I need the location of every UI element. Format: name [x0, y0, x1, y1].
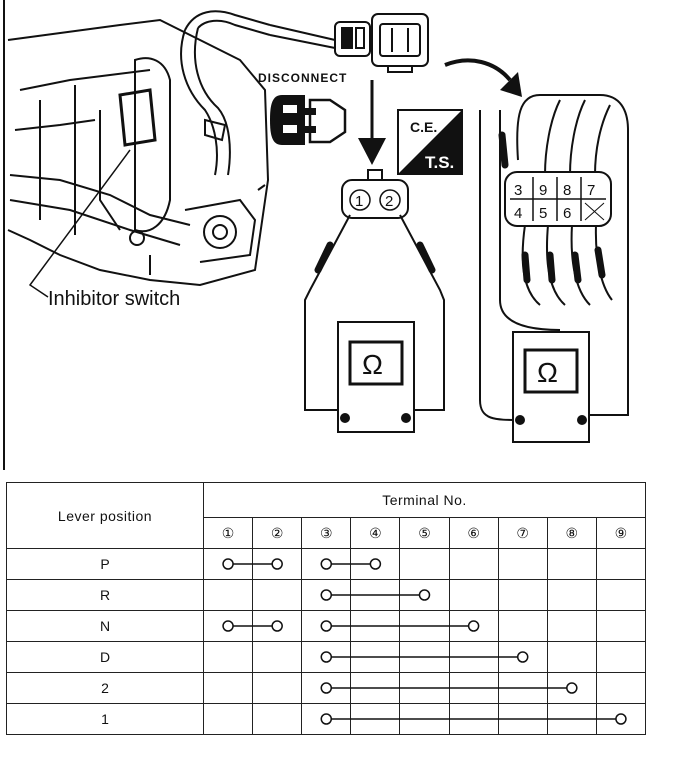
ohm-icon: Ω	[537, 357, 558, 388]
right-connector	[505, 172, 611, 226]
terminal-cell	[351, 580, 400, 611]
terminal-cell	[449, 549, 498, 580]
lever-position-cell: 2	[7, 673, 204, 704]
terminal-cell	[547, 704, 596, 735]
table-row	[7, 549, 646, 580]
terminal-cell	[547, 673, 596, 704]
svg-text:3: 3	[514, 182, 523, 199]
terminal-header-7: ⑦	[498, 518, 547, 549]
terminal-cell	[351, 611, 400, 642]
terminal-cell	[400, 642, 449, 673]
terminal-cell	[351, 549, 400, 580]
terminal-cell	[596, 642, 645, 673]
terminal-cell	[302, 673, 351, 704]
harness-connector	[335, 14, 428, 72]
curved-arrow-icon	[445, 60, 522, 97]
disconnect-icon	[270, 95, 345, 145]
svg-text:2: 2	[385, 193, 394, 210]
ce-ts-badge	[398, 110, 462, 174]
transmission-sketch	[8, 11, 270, 285]
terminal-cell	[400, 580, 449, 611]
terminal-cell	[302, 704, 351, 735]
lever-position-cell: 1	[7, 704, 204, 735]
terminal-cell	[547, 549, 596, 580]
table-row	[7, 580, 646, 611]
terminal-cell	[449, 642, 498, 673]
terminal-cell	[400, 549, 449, 580]
terminal-header-1: ①	[204, 518, 253, 549]
svg-text:1: 1	[355, 193, 364, 210]
terminal-cell	[596, 611, 645, 642]
terminal-cell	[253, 549, 302, 580]
terminal-cell	[253, 611, 302, 642]
terminal-cell	[596, 673, 645, 704]
lever-position-cell: N	[7, 611, 204, 642]
terminal-cell	[204, 642, 253, 673]
terminal-cell	[596, 549, 645, 580]
svg-text:6: 6	[563, 205, 572, 222]
terminal-cell	[204, 704, 253, 735]
terminal-header-4: ④	[351, 518, 400, 549]
terminal-cell	[253, 704, 302, 735]
terminal-cell	[596, 580, 645, 611]
terminal-cell	[449, 580, 498, 611]
terminal-cell	[547, 642, 596, 673]
left-connector	[342, 170, 408, 218]
terminal-cell	[204, 580, 253, 611]
terminal-cell	[547, 611, 596, 642]
terminal-cell	[302, 611, 351, 642]
terminal-cell	[253, 642, 302, 673]
continuity-table	[6, 482, 646, 735]
terminal-cell	[498, 549, 547, 580]
table-row	[7, 673, 646, 704]
disconnect-label: DISCONNECT	[258, 71, 348, 85]
terminal-cell	[351, 673, 400, 704]
terminal-cell	[498, 704, 547, 735]
svg-text:C.E.: C.E.	[410, 119, 438, 135]
terminal-cell	[449, 704, 498, 735]
terminal-cell	[204, 549, 253, 580]
terminal-header-6: ⑥	[449, 518, 498, 549]
arrow-down-icon	[358, 80, 386, 165]
terminal-cell	[449, 673, 498, 704]
terminal-header-2: ②	[253, 518, 302, 549]
terminal-cell	[302, 642, 351, 673]
terminal-cell	[351, 642, 400, 673]
svg-text:8: 8	[563, 182, 572, 199]
terminal-cell	[498, 611, 547, 642]
terminal-cell	[204, 611, 253, 642]
terminal-cell	[547, 580, 596, 611]
terminal-no-header: Terminal No.	[204, 483, 646, 518]
terminal-cell	[253, 673, 302, 704]
lever-position-header: Lever position	[7, 483, 204, 549]
terminal-cell	[498, 673, 547, 704]
svg-text:7: 7	[587, 182, 596, 199]
terminal-cell	[302, 549, 351, 580]
terminal-cell	[302, 580, 351, 611]
table-row	[7, 642, 646, 673]
terminal-header-9: ⑨	[596, 518, 645, 549]
terminal-cell	[596, 704, 645, 735]
terminal-header-5: ⑤	[400, 518, 449, 549]
inhibitor-switch-label: Inhibitor switch	[48, 288, 181, 310]
lever-position-cell: R	[7, 580, 204, 611]
terminal-cell	[351, 704, 400, 735]
lever-position-cell: P	[7, 549, 204, 580]
table-body	[7, 549, 646, 735]
table-row	[7, 704, 646, 735]
terminal-header-3: ③	[302, 518, 351, 549]
table-row	[7, 611, 646, 642]
terminal-cell	[400, 704, 449, 735]
terminal-cell	[253, 580, 302, 611]
svg-text:5: 5	[539, 205, 548, 222]
terminal-cell	[449, 611, 498, 642]
ohmmeter-left	[338, 322, 414, 432]
terminal-cell	[204, 673, 253, 704]
svg-text:4: 4	[514, 205, 523, 222]
ohmmeter-right	[513, 332, 589, 442]
ohm-icon: Ω	[362, 349, 383, 380]
svg-text:T.S.: T.S.	[425, 153, 455, 172]
terminal-cell	[498, 642, 547, 673]
lever-position-cell: D	[7, 642, 204, 673]
terminal-header-8: ⑧	[547, 518, 596, 549]
terminal-cell	[498, 580, 547, 611]
terminal-cell	[400, 611, 449, 642]
terminal-cell	[400, 673, 449, 704]
svg-text:9: 9	[539, 182, 548, 199]
